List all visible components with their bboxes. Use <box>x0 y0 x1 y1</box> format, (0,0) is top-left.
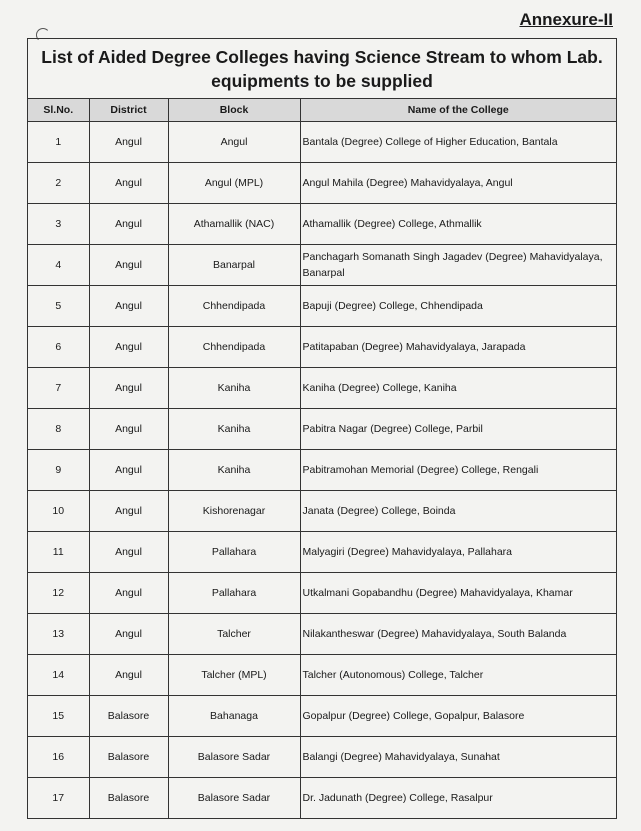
cell-district: Angul <box>89 204 168 245</box>
cell-block: Balasore Sadar <box>168 737 300 778</box>
table-row <box>28 204 616 245</box>
table-row <box>28 368 616 409</box>
table-row <box>28 655 616 696</box>
cell-district: Angul <box>89 573 168 614</box>
cell-college: Panchagarh Somanath Singh Jagadev (Degree) Mahavidyalaya, Banarpal <box>300 245 616 286</box>
table-row <box>28 737 616 778</box>
cell-college: Patitapaban (Degree) Mahavidyalaya, Jarapada <box>300 327 616 368</box>
cell-block: Chhendipada <box>168 327 300 368</box>
cell-district: Angul <box>89 655 168 696</box>
cell-district: Angul <box>89 614 168 655</box>
cell-college: Athamallik (Degree) College, Athmallik <box>300 204 616 245</box>
cell-district: Angul <box>89 368 168 409</box>
annexure-label: Annexure-II <box>519 10 613 29</box>
table-row <box>28 614 616 655</box>
cell-block: Banarpal <box>168 245 300 286</box>
cell-college: Nilakantheswar (Degree) Mahavidyalaya, South Balanda <box>300 614 616 655</box>
cell-slno: 2 <box>28 163 89 204</box>
cell-block: Balasore Sadar <box>168 778 300 819</box>
cell-district: Angul <box>89 163 168 204</box>
cell-slno: 10 <box>28 491 89 532</box>
cell-block: Talcher (MPL) <box>168 655 300 696</box>
cell-college: Malyagiri (Degree) Mahavidyalaya, Pallahara <box>300 532 616 573</box>
colleges-table <box>28 99 616 818</box>
cell-block: Athamallik (NAC) <box>168 204 300 245</box>
table-row <box>28 573 616 614</box>
cell-college: Talcher (Autonomous) College, Talcher <box>300 655 616 696</box>
table-row <box>28 696 616 737</box>
cell-block: Angul <box>168 122 300 163</box>
table-row <box>28 409 616 450</box>
header-district: District <box>89 99 168 122</box>
cell-district: Angul <box>89 532 168 573</box>
cell-district: Angul <box>89 491 168 532</box>
table-row <box>28 491 616 532</box>
table-row <box>28 163 616 204</box>
cell-district: Angul <box>89 122 168 163</box>
table-row <box>28 532 616 573</box>
cell-slno: 1 <box>28 122 89 163</box>
header-college: Name of the College <box>300 99 616 122</box>
cell-slno: 8 <box>28 409 89 450</box>
cell-college: Janata (Degree) College, Boinda <box>300 491 616 532</box>
cell-college: Bantala (Degree) College of Higher Education, Bantala <box>300 122 616 163</box>
table-row <box>28 778 616 819</box>
cell-slno: 4 <box>28 245 89 286</box>
table-row <box>28 286 616 327</box>
cell-college: Kaniha (Degree) College, Kaniha <box>300 368 616 409</box>
cell-slno: 6 <box>28 327 89 368</box>
cell-district: Angul <box>89 409 168 450</box>
cell-slno: 17 <box>28 778 89 819</box>
cell-college: Balangi (Degree) Mahavidyalaya, Sunahat <box>300 737 616 778</box>
cell-block: Talcher <box>168 614 300 655</box>
header-block: Block <box>168 99 300 122</box>
cell-block: Pallahara <box>168 532 300 573</box>
cell-district: Angul <box>89 327 168 368</box>
cell-block: Angul (MPL) <box>168 163 300 204</box>
table-row <box>28 122 616 163</box>
cell-slno: 12 <box>28 573 89 614</box>
cell-block: Bahanaga <box>168 696 300 737</box>
cell-block: Pallahara <box>168 573 300 614</box>
cell-district: Balasore <box>89 696 168 737</box>
cell-district: Angul <box>89 245 168 286</box>
cell-college: Pabitra Nagar (Degree) College, Parbil <box>300 409 616 450</box>
cell-slno: 7 <box>28 368 89 409</box>
cell-slno: 11 <box>28 532 89 573</box>
cell-district: Balasore <box>89 737 168 778</box>
cell-slno: 14 <box>28 655 89 696</box>
cell-block: Chhendipada <box>168 286 300 327</box>
cell-slno: 15 <box>28 696 89 737</box>
document-title: List of Aided Degree Colleges having Science Stream to whom Lab. equipments to be supplied <box>28 39 616 99</box>
table-header-row <box>28 99 616 122</box>
cell-district: Balasore <box>89 778 168 819</box>
cell-district: Angul <box>89 450 168 491</box>
cell-block: Kaniha <box>168 450 300 491</box>
cell-college: Gopalpur (Degree) College, Gopalpur, Balasore <box>300 696 616 737</box>
cell-college: Utkalmani Gopabandhu (Degree) Mahavidyalaya, Khamar <box>300 573 616 614</box>
header-slno: Sl.No. <box>28 99 89 122</box>
table-row <box>28 327 616 368</box>
table-row <box>28 245 616 286</box>
cell-slno: 9 <box>28 450 89 491</box>
cell-block: Kishorenagar <box>168 491 300 532</box>
cell-block: Kaniha <box>168 368 300 409</box>
cell-district: Angul <box>89 286 168 327</box>
cell-college: Pabitramohan Memorial (Degree) College, Rengali <box>300 450 616 491</box>
table-row <box>28 450 616 491</box>
cell-college: Bapuji (Degree) College, Chhendipada <box>300 286 616 327</box>
cell-slno: 13 <box>28 614 89 655</box>
cell-college: Angul Mahila (Degree) Mahavidyalaya, Angul <box>300 163 616 204</box>
cell-college: Dr. Jadunath (Degree) College, Rasalpur <box>300 778 616 819</box>
document-sheet <box>27 38 617 819</box>
cell-slno: 3 <box>28 204 89 245</box>
cell-slno: 16 <box>28 737 89 778</box>
cell-slno: 5 <box>28 286 89 327</box>
cell-block: Kaniha <box>168 409 300 450</box>
